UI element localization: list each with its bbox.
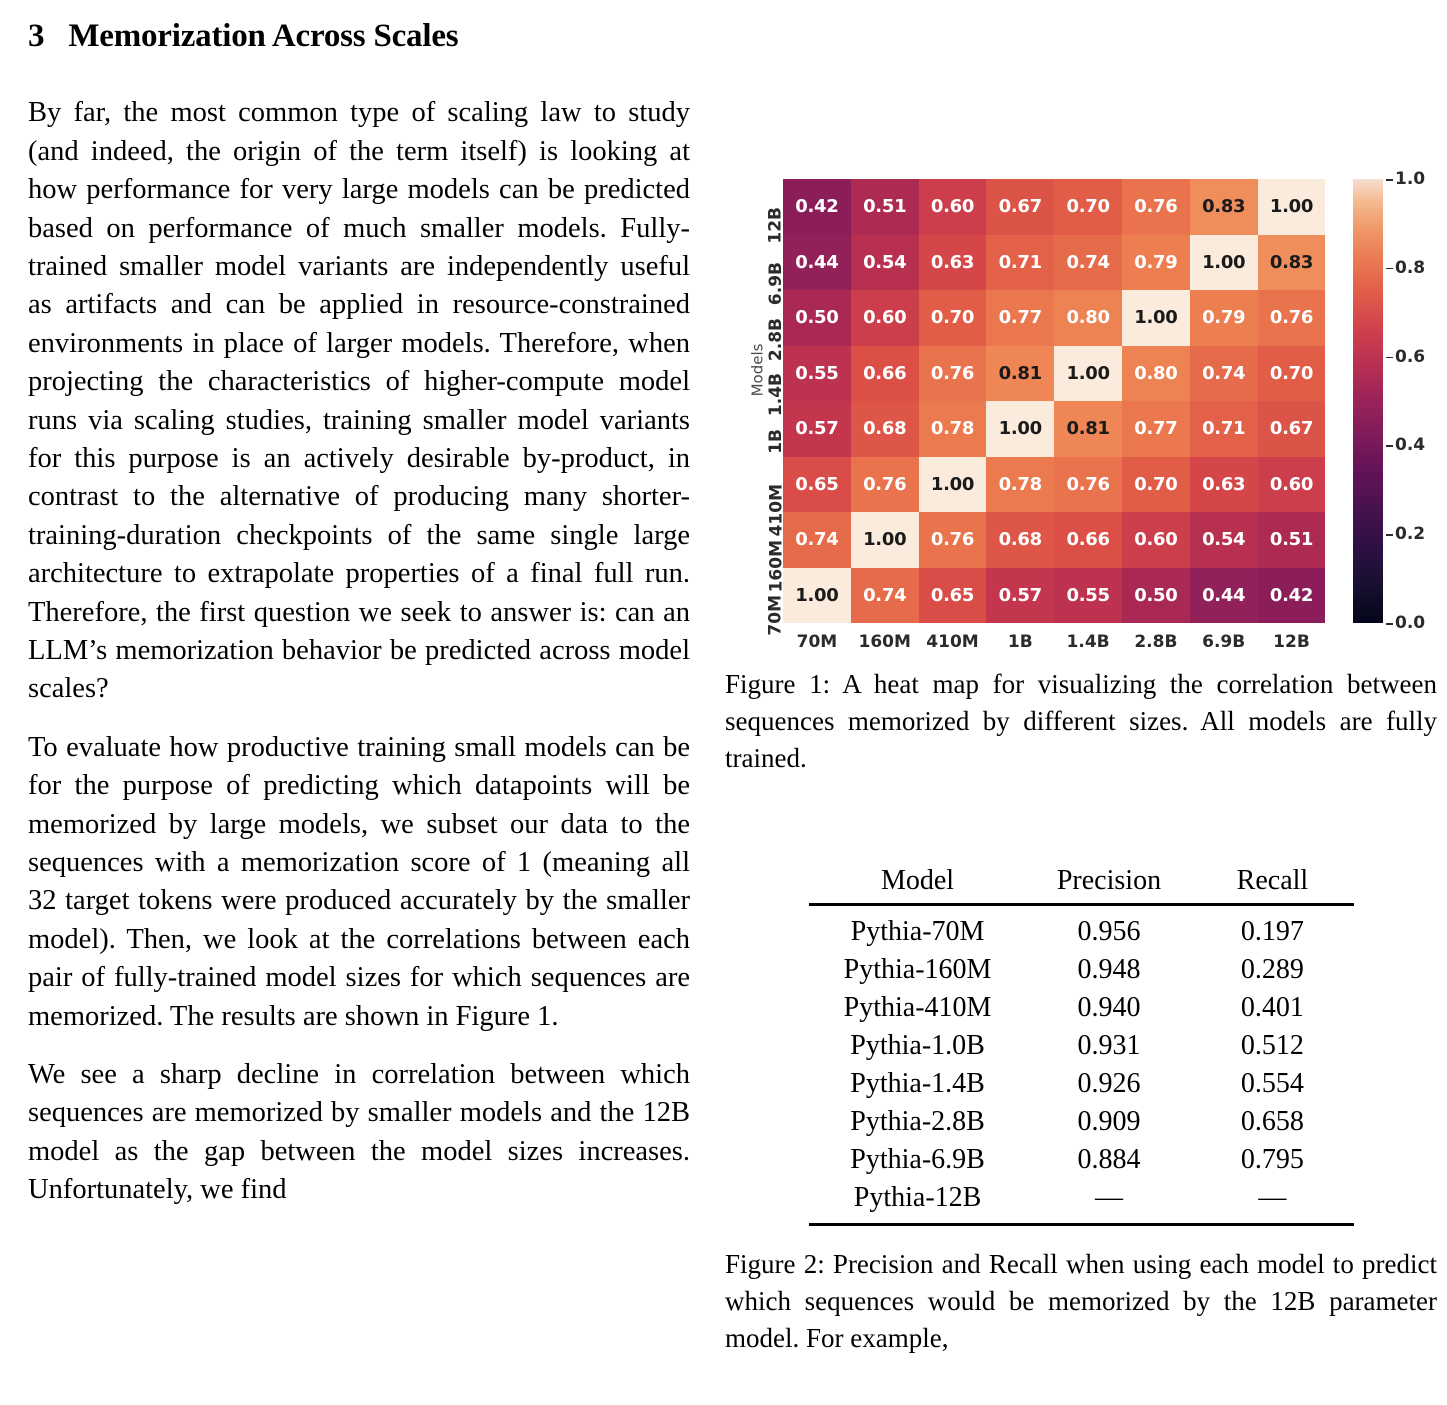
heatmap-cell: 0.76 [919, 512, 987, 568]
heatmap-cell: 0.78 [919, 401, 987, 457]
heatmap-cell: 0.51 [851, 179, 919, 235]
table-cell-recall: — [1191, 1179, 1353, 1225]
heatmap-cell: 0.60 [1122, 512, 1190, 568]
heatmap-cell: 0.80 [1054, 290, 1122, 346]
colorbar-tick-labels [1385, 169, 1445, 633]
heatmap-cell: 0.42 [783, 179, 851, 235]
heatmap-cell: 0.74 [783, 512, 851, 568]
table-header-row [809, 865, 1354, 905]
heatmap-cell: 0.70 [1258, 346, 1326, 402]
heatmap-cell: 0.71 [1190, 401, 1258, 457]
table-cell-model: Pythia-6.9B [850, 1144, 985, 1175]
table-cell-recall: 0.795 [1240, 1144, 1304, 1175]
table-cell-precision: 0.940 [1077, 992, 1141, 1023]
heatmap-grid [783, 179, 1325, 623]
heatmap-cell: 0.71 [986, 235, 1054, 291]
heatmap-cell: 0.55 [783, 346, 851, 402]
table-cell-precision: 0.926 [1077, 1068, 1141, 1099]
heatmap-cell: 0.60 [851, 290, 919, 346]
heatmap-cell: 0.57 [986, 568, 1054, 624]
heatmap-cell: 1.00 [1258, 179, 1326, 235]
heatmap-x-tick: 6.9B [1202, 632, 1246, 652]
right-column [725, 0, 1447, 1405]
table-cell-recall: 0.512 [1240, 1030, 1304, 1061]
figure-2-table [725, 865, 1437, 1226]
heatmap-cell: 0.44 [1190, 568, 1258, 624]
heatmap-cell: 0.57 [783, 401, 851, 457]
heatmap-y-tick: 70M [766, 595, 786, 636]
heatmap-y-tick: 1B [766, 428, 786, 454]
section-number: 3 [28, 18, 45, 54]
column-gutter [690, 0, 725, 1405]
heatmap-cell: 0.81 [1054, 401, 1122, 457]
table-cell-model: Pythia-160M [843, 954, 992, 985]
results-table [809, 865, 1354, 1226]
colorbar-tick: 0.8 [1395, 257, 1426, 278]
heatmap-cell: 0.50 [783, 290, 851, 346]
heatmap-cell: 0.68 [851, 401, 919, 457]
heatmap-cell: 0.74 [1054, 235, 1122, 291]
heatmap-cell: 1.00 [1190, 235, 1258, 291]
heatmap-cell: 0.68 [986, 512, 1054, 568]
heatmap-cell: 0.60 [919, 179, 987, 235]
table-cell-model: Pythia-12B [809, 1179, 1027, 1225]
table-row [809, 1141, 1354, 1179]
table-cell-recall: 0.554 [1240, 1068, 1304, 1099]
heatmap-cell: 0.51 [1258, 512, 1326, 568]
heatmap-cell: 0.77 [986, 290, 1054, 346]
table-row [809, 905, 1354, 951]
table-cell-model: Pythia-2.8B [850, 1106, 985, 1137]
heatmap-cell: 0.70 [1054, 179, 1122, 235]
heatmap-cell: 0.76 [851, 457, 919, 513]
heatmap-cell: 1.00 [919, 457, 987, 513]
figure-1-caption: Figure 1: A heat map for visualizing the correlation between sequences memorized by different sizes. All models are fully trained. [725, 669, 1437, 773]
heatmap-x-tick: 410M [926, 632, 979, 652]
table-row [809, 1027, 1354, 1065]
heatmap-cell: 0.44 [783, 235, 851, 291]
heatmap-cell: 0.50 [1122, 568, 1190, 624]
heatmap-y-tick: 1.4B [766, 373, 786, 417]
heatmap-cell: 0.76 [1054, 457, 1122, 513]
paragraph-3: We see a sharp decline in correlation between which sequences are memorized by smaller models and the 12B model as the gap between the model sizes increases. Unfortunately, we find [28, 1059, 690, 1206]
colorbar-tick: 0.0 [1395, 613, 1426, 633]
table-cell-model: Pythia-70M [850, 916, 985, 947]
heatmap-cell: 0.76 [1258, 290, 1326, 346]
heatmap-cell: 0.79 [1190, 290, 1258, 346]
heatmap-y-tick: 2.8B [766, 317, 786, 361]
section-title: Memorization Across Scales [68, 18, 459, 54]
heatmap-cell: 0.55 [1054, 568, 1122, 624]
heatmap-y-tick: 160M [766, 539, 786, 593]
heatmap-y-tick: 410M [766, 484, 786, 537]
heatmap-x-tick: 1.4B [1066, 632, 1110, 652]
heatmap-x-tick: 1B [1007, 632, 1033, 652]
heatmap-cell: 1.00 [1054, 346, 1122, 402]
table-row [809, 989, 1354, 1027]
heatmap-cell: 0.79 [1122, 235, 1190, 291]
heatmap-x-tick: 2.8B [1134, 632, 1178, 652]
heatmap-cell: 0.66 [851, 346, 919, 402]
page-title [28, 18, 690, 54]
table-cell-model: Pythia-410M [843, 992, 992, 1023]
heatmap-cell: 0.42 [1258, 568, 1326, 624]
table-body [809, 905, 1354, 1225]
table-header-recall: Recall [1191, 865, 1353, 905]
heatmap-cell: 0.76 [919, 346, 987, 402]
heatmap-cell: 0.70 [919, 290, 987, 346]
heatmap-cell: 0.74 [851, 568, 919, 624]
heatmap-cell: 1.00 [783, 568, 851, 624]
heatmap-cell: 0.80 [1122, 346, 1190, 402]
heatmap-cell: 0.63 [1190, 457, 1258, 513]
heatmap-cell: 0.60 [1258, 457, 1326, 513]
heatmap-x-tick: 70M [796, 632, 838, 652]
heatmap-cell: 0.77 [1122, 401, 1190, 457]
table-cell-precision: 0.956 [1077, 916, 1141, 947]
heatmap-cell: 1.00 [1122, 290, 1190, 346]
heatmap-cell: 0.65 [783, 457, 851, 513]
table-cell-recall: 0.197 [1240, 916, 1304, 947]
table-cell-precision: 0.931 [1077, 1030, 1141, 1061]
heatmap-cell: 0.74 [1190, 346, 1258, 402]
heatmap-cell: 0.66 [1054, 512, 1122, 568]
heatmap-cell: 0.67 [1258, 401, 1326, 457]
heatmap-cell: 0.70 [1122, 457, 1190, 513]
heatmap-cell: 0.65 [919, 568, 987, 624]
table-row [809, 1065, 1354, 1103]
heatmap-plot-area [748, 179, 1325, 652]
table-cell-precision: 0.909 [1077, 1106, 1141, 1137]
paragraph-2: To evaluate how productive training small models can be for the purpose of predicting which datapoints will be memorized by large models, we subset our data to the sequences with a memorization score of 1 (meaning all 32 target tokens were produced accurately by the smaller model). Then, we look at the correlations between each pair of fully-trained model sizes for which sequences are memorized. The results are shown in Figure 1. [28, 731, 690, 1032]
table-head [809, 865, 1354, 905]
heatmap-cell: 0.67 [986, 179, 1054, 235]
colorbar-tick: 0.6 [1395, 346, 1426, 367]
table-cell-precision: — [1027, 1179, 1192, 1225]
heatmap-x-tick-labels [783, 627, 1325, 657]
table-row [809, 1179, 1354, 1225]
heatmap-cell: 0.78 [986, 457, 1054, 513]
heatmap-x-tick: 160M [858, 632, 911, 652]
table-cell-recall: 0.401 [1240, 992, 1304, 1023]
heatmap-cell: 0.83 [1190, 179, 1258, 235]
colorbar-tick: 0.2 [1395, 524, 1426, 545]
figure-2-caption: Figure 2: Precision and Recall when using each model to predict which sequences would be memorized by the 12B parameter model. For example, [725, 1249, 1437, 1353]
table-cell-precision: 0.948 [1077, 954, 1141, 985]
table-row [809, 951, 1354, 989]
colorbar-tick: 1.0 [1395, 169, 1426, 189]
heatmap-y-tick-labels [766, 179, 786, 636]
heatmap-cell: 0.81 [986, 346, 1054, 402]
left-column [0, 0, 690, 1405]
colorbar-tick: 0.4 [1395, 435, 1426, 456]
table-cell-precision: 0.884 [1077, 1144, 1141, 1175]
heatmap-cell: 0.76 [1122, 179, 1190, 235]
heatmap-cell: 1.00 [986, 401, 1054, 457]
heatmap-x-tick: 12B [1273, 632, 1310, 652]
heatmap-cell: 1.00 [851, 512, 919, 568]
table-cell-model: Pythia-1.4B [850, 1068, 985, 1099]
table-header-model: Model [809, 865, 1027, 905]
heatmap-cell: 0.63 [919, 235, 987, 291]
heatmap-colorbar [1353, 179, 1383, 623]
heatmap-cell: 0.54 [1190, 512, 1258, 568]
table-header-precision: Precision [1027, 865, 1192, 905]
table-cell-recall: 0.289 [1240, 954, 1304, 985]
heatmap-y-tick: 12B [766, 206, 786, 244]
heatmap-y-tick: 6.9B [766, 262, 786, 306]
heatmap-cell: 0.54 [851, 235, 919, 291]
figure-1-heatmap [725, 148, 1437, 652]
heatmap-y-axis-label: Models [748, 343, 767, 397]
paragraph-1: By far, the most common type of scaling law to study (and indeed, the origin of the term itself) is looking at how performance for very large models can be predicted based on performance of much smaller models. Fully-trained smaller model variants are independently useful as artifacts and can be applied in resource-constrained environments in place of larger models. Therefore, when projecting the characteristics of higher-compute model runs via scaling studies, training smaller model variants for this purpose is an actively desirable by-product, in contrast to the alternative of producing many shorter-training-duration checkpoints of the same single large architecture to extrapolate properties of a final full run. Therefore, the first question we seek to answer is: can an LLM’s memorization behavior be predicted across model scales? [28, 97, 690, 705]
heatmap-cell: 0.83 [1258, 235, 1326, 291]
table-row [809, 1103, 1354, 1141]
table-cell-model: Pythia-1.0B [850, 1030, 985, 1061]
table-cell-recall: 0.658 [1240, 1106, 1304, 1137]
